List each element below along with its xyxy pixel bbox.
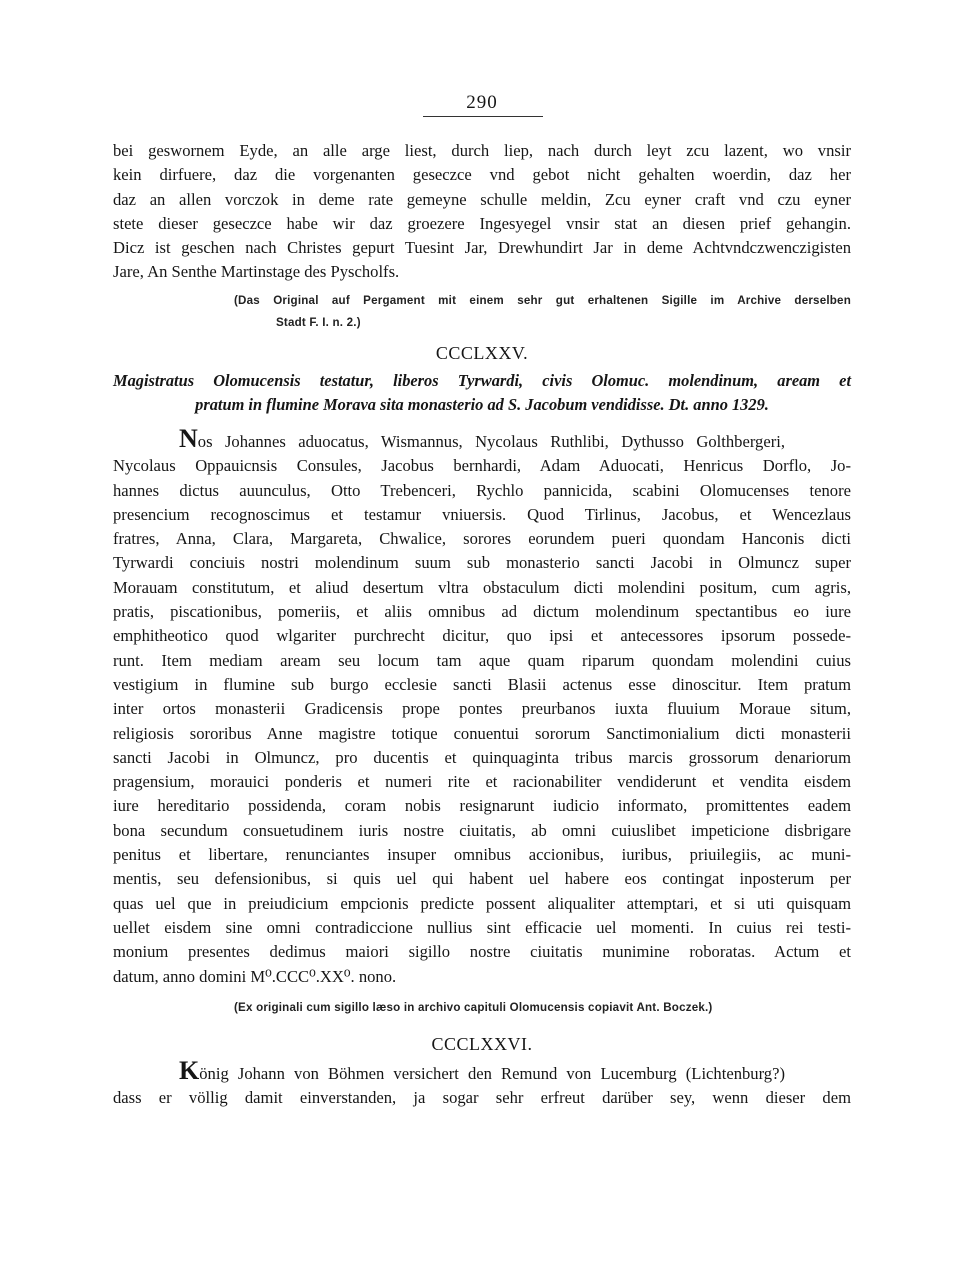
text-line: Jare, An Senthe Martinstage des Pyscholfs. — [113, 262, 400, 282]
text-line: vestigium in flumine sub burgo ecclesie sancti Blasii actenus esse dinoscitur. Item pratum — [113, 674, 851, 694]
text-line: fratres, Anna, Clara, Margareta, Chwalice, sorores eorundem pueri quondam Hanconis dicti — [113, 529, 851, 549]
charter-summary-german — [113, 1056, 851, 1111]
text-line: pragensium, morauici ponderis et numeri rite et racionabiliter vendiderunt et vendita eisdem — [113, 772, 851, 792]
text-line: pratis, piscationibus, pomeriis, et aliis omnibus ad dictum molendinum spectantibus eo iure — [113, 602, 851, 622]
text-line: bona secundum consuetudinem iuris nostre ciuitatis, ab omni cuiuslibet impeticione disbrigare — [113, 820, 851, 840]
text-line-first — [113, 424, 785, 454]
text-line: inter ortos monasterii Gradicensis prope pontes preurbanos iuxta fluuium Moraue situm, — [113, 699, 851, 719]
note-line: (Das Original auf Pergament mit einem sehr gut erhaltenen Sigille im Archive derselben — [234, 294, 851, 307]
text-line: Morauam constitutum, et aliud desertum vltra obstaculum dicti molendini positum, cum agris, — [113, 577, 851, 597]
text-line: penitus et libertare, renunciantes insuper omnibus accionibus, iuribus, priuilegiis, ac muni- — [113, 845, 851, 865]
text-line: Tyrwardi conciuis nostri molendinum suum sub monasterio sancti Jacobi in Olmuncz super — [113, 553, 851, 573]
summary-line: Magistratus Olomucensis testatur, liberos Tyrwardi, civis Olomuc. molendinum, aream et — [113, 371, 851, 390]
paragraph-continuation — [113, 139, 851, 285]
text-line-first — [113, 1056, 785, 1086]
text-line: Dicz ist geschen nach Christes gepurt Tuesint Jar, Drewhundirt Jar in deme Achtvndczwenczigisten — [113, 238, 851, 258]
text-line: emphitheotico quod wlgariter purchrecht dicitur, quo ipsi et antecessores ipsorum possede- — [113, 626, 851, 646]
text-line: iure hereditario possidenda, coram nobis resignarunt iudicio informato, promittentes eadem — [113, 796, 851, 816]
page-number: 290 — [466, 92, 498, 113]
text-line: hannes dictus auunculus, Otto Trebenceri, Rychlo pannicida, scabini Olomucenses tenore — [113, 480, 851, 500]
text-line: monium presentes dedimus maiori sigillo nostre ciuitatis munimine roboratas. Actum et — [113, 942, 851, 962]
charter-summary — [113, 369, 851, 417]
text-line: sancti Jacobi in Olmuncz, pro ducentis et quinquaginta tribus marcis grossorum denariorum — [113, 747, 851, 767]
charter-number-heading: CCCLXXVI. — [431, 1034, 533, 1054]
note-line: (Ex originali cum sigillo læso in archivo capituli Olomucensis copiavit Ant. Boczek.) — [234, 1001, 713, 1014]
text-line: daz an allen vorczok in deme rate gemeyne schulle meldin, Zcu eyner craft vnd czu eyner — [113, 189, 851, 209]
text-line: runt. Item mediam aream seu locum tam aque quam riparum quondam molendini cuius — [113, 650, 851, 670]
page-number-rule — [423, 116, 543, 117]
text-line: stete dieser geseczce habe wir daz groezere Ingesyegel vnsir stat an diesen prief gehangin. — [113, 213, 851, 233]
summary-line: pratum in flumine Morava sita monasterio ad S. Jacobum vendidisse. Dt. anno 1329. — [195, 395, 769, 414]
text-line: quas uel que in preiudicium empcionis predicte possent aliqualiter attemptari, et si uti quisquam — [113, 893, 851, 913]
drop-capital: K — [179, 1056, 200, 1085]
charter-number-heading: CCCLXXV. — [435, 343, 529, 363]
charter-text — [113, 424, 851, 989]
text-line: mentis, seu defensionibus, si quis uel qui habent uel habere eos contingat inposterum per — [113, 869, 851, 889]
note-line: Stadt F. I. n. 2.) — [276, 316, 361, 329]
text-line: uellet eisdem sine omni contradiccione nullius sint efficacie uel momenti. In cuius rei testi- — [113, 917, 851, 937]
text-line: Nycolaus Oppauicnsis Consules, Jacobus bernhardi, Adam Aduocati, Henricus Dorflo, Jo- — [113, 456, 851, 476]
text-line: bei geswornem Eyde, an alle arge liest, durch liep, nach durch leyt zcu lazent, wo vnsir — [113, 141, 851, 160]
drop-capital: N — [179, 424, 198, 453]
text-line: datum, anno domini M⁰.CCC⁰.XX⁰. nono. — [113, 966, 397, 986]
text-line: kein dirfuere, daz die vorgenanten geseczce vnd gebot nicht gehalten woerdin, daz her — [113, 165, 851, 185]
source-note — [234, 290, 851, 334]
source-note — [234, 997, 851, 1019]
text-line: presencium recognoscimus et testamur vniuersis. Quod Tirlinus, Jacobus, et Wencezlaus — [113, 504, 851, 524]
text-line: dass er völlig damit einverstanden, ja sogar sehr erfreut darüber sey, wenn dieser dem — [113, 1088, 851, 1108]
first-line-text: önig Johann von Böhmen versichert den Remund von Lucemburg (Lichtenburg?) — [199, 1064, 785, 1083]
text-line: religiosis sororibus Anne magistre totique conuentui sororum Sanctimonialium dicti monasterii — [113, 723, 851, 743]
first-line-text: os Johannes aduocatus, Wismannus, Nycolaus Ruthlibi, Dythusso Golthbergeri, — [197, 432, 785, 451]
